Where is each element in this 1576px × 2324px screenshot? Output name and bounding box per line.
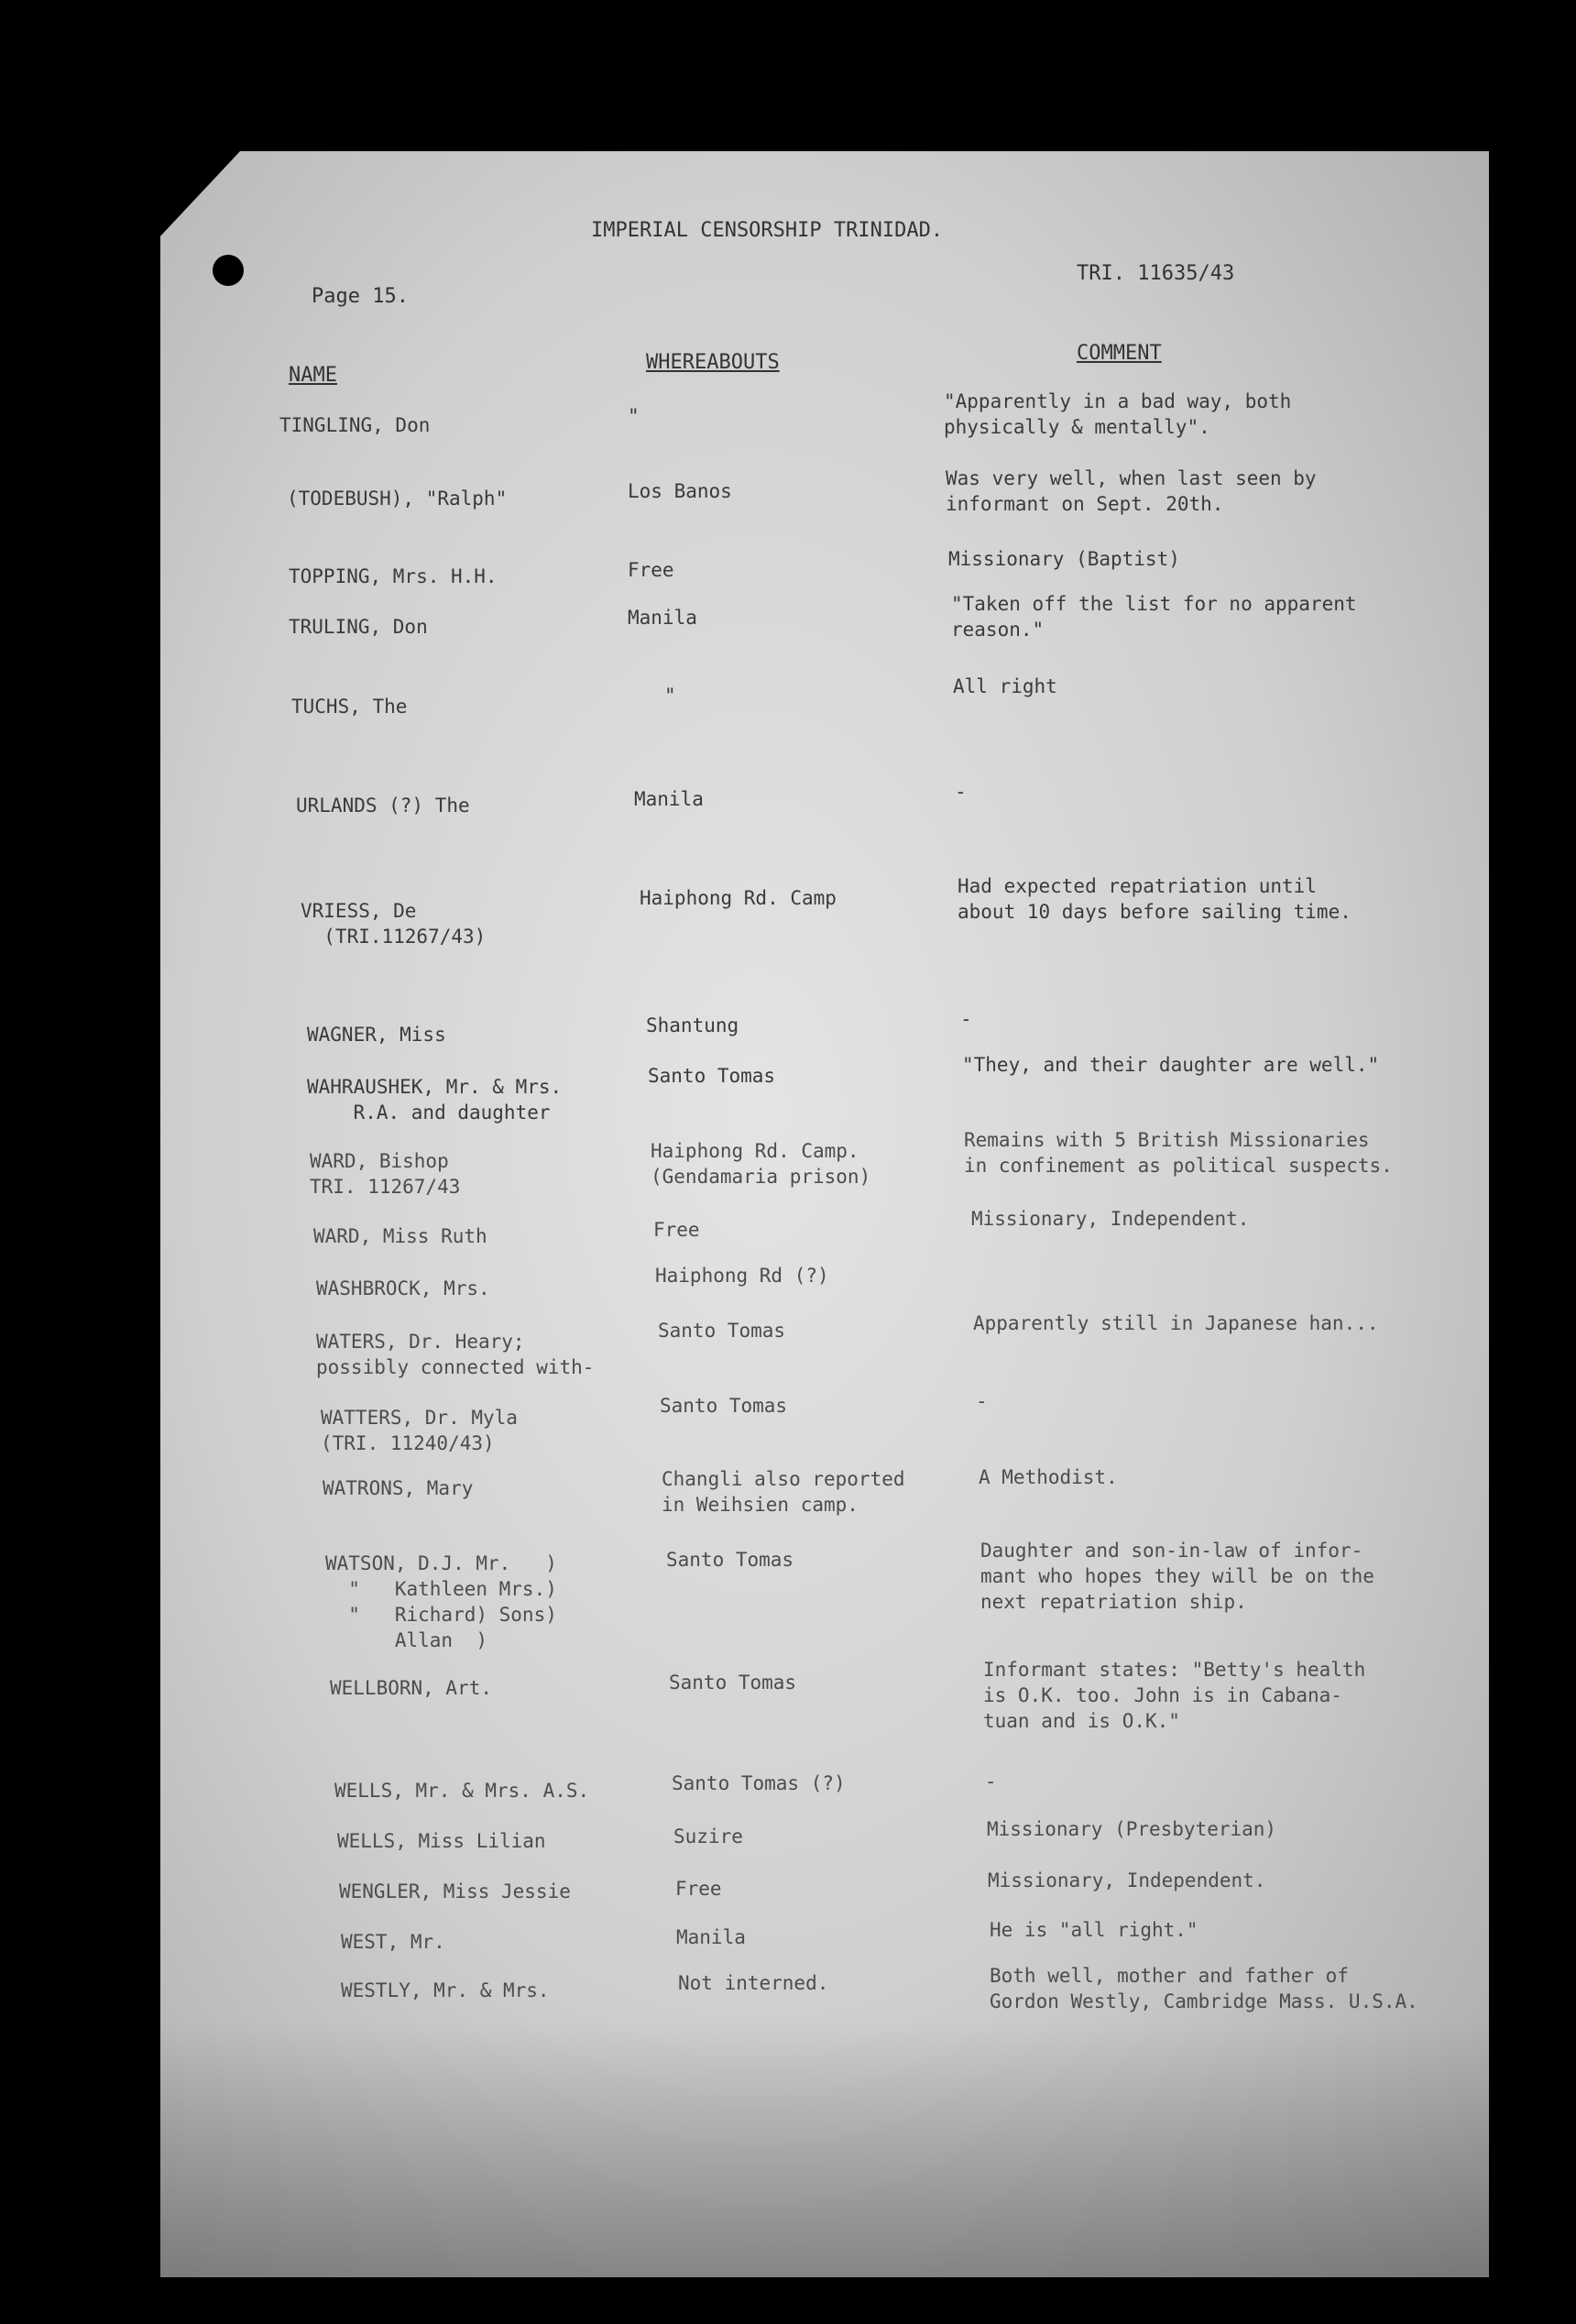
row-name: WATSON, D.J. Mr. ) " Kathleen Mrs.) " Richard) Sons) Allan ) <box>325 1552 557 1651</box>
row-comment: "They, and their daughter are well." <box>962 1054 1380 1076</box>
reference-number: TRI. 11635/43 <box>1077 262 1235 285</box>
row-whereabouts: Los Banos <box>628 480 732 502</box>
row-name: WELLS, Mr. & Mrs. A.S. <box>334 1780 590 1802</box>
row-whereabouts: Manila <box>628 607 697 629</box>
row-whereabouts: Santo Tomas <box>648 1065 776 1087</box>
row-name: WENGLER, Miss Jessie <box>339 1880 571 1902</box>
row-whereabouts: Free <box>653 1219 700 1241</box>
column-header-whereabouts: WHEREABOUTS <box>646 351 780 374</box>
punch-hole <box>213 255 244 286</box>
row-name: WATERS, Dr. Heary; possibly connected with- <box>316 1331 595 1378</box>
row-whereabouts: Haiphong Rd. Camp <box>640 887 837 909</box>
row-name: WATRONS, Mary <box>323 1477 474 1499</box>
column-header-comment: COMMENT <box>1077 342 1162 365</box>
row-comment: - <box>985 1770 997 1792</box>
row-whereabouts: Changli also reported in Weihsien camp. <box>662 1468 905 1516</box>
row-whereabouts: Free <box>675 1878 722 1900</box>
row-comment: Missionary, Independent. <box>971 1208 1250 1230</box>
row-whereabouts: Not interned. <box>678 1972 829 1994</box>
row-comment: All right <box>953 675 1057 697</box>
row-whereabouts: Santo Tomas (?) <box>672 1772 846 1794</box>
row-name: WATTERS, Dr. Myla (TRI. 11240/43) <box>321 1407 518 1454</box>
row-comment: Missionary, Independent. <box>988 1869 1266 1891</box>
row-name: WARD, Miss Ruth <box>313 1225 487 1247</box>
row-name: TRULING, Don <box>289 616 428 638</box>
row-whereabouts: Free <box>628 559 674 581</box>
row-name: WARD, Bishop TRI. 11267/43 <box>310 1150 461 1198</box>
page-number: Page 15. <box>312 285 409 308</box>
row-name: WELLS, Miss Lilian <box>337 1830 546 1852</box>
row-comment: Daughter and son-in-law of infor- mant who hopes they will be on the next repatriation ship. <box>980 1540 1374 1613</box>
document-title: IMPERIAL CENSORSHIP TRINIDAD. <box>591 219 944 242</box>
row-whereabouts: Santo Tomas <box>666 1549 794 1571</box>
column-header-name: NAME <box>289 364 337 387</box>
row-comment: Apparently still in Japanese han... <box>973 1312 1379 1334</box>
row-name: WASHBROCK, Mrs. <box>316 1277 490 1299</box>
row-comment: Missionary (Presbyterian) <box>987 1818 1277 1840</box>
row-comment: Both well, mother and father of Gordon Westly, Cambridge Mass. U.S.A. <box>990 1965 1418 2012</box>
row-whereabouts: Suzire <box>673 1825 743 1847</box>
row-name: WELLBORN, Art. <box>330 1677 493 1699</box>
row-whereabouts: " <box>628 405 640 427</box>
row-whereabouts: Santo Tomas <box>660 1395 788 1417</box>
row-name: TINGLING, Don <box>279 414 431 436</box>
row-whereabouts: Shantung <box>646 1014 739 1036</box>
row-comment: - <box>976 1390 988 1412</box>
row-comment: "Taken off the list for no apparent reason." <box>951 593 1357 641</box>
row-comment: He is "all right." <box>990 1919 1198 1941</box>
row-name: WAGNER, Miss <box>307 1024 446 1046</box>
row-comment: Informant states: "Betty's health is O.K. too. John is in Cabana- tuan and is O.K." <box>983 1659 1366 1732</box>
row-comment: Had expected repatriation until about 10 days before sailing time. <box>958 875 1352 923</box>
row-whereabouts: Haiphong Rd. Camp. (Gendamaria prison) <box>651 1140 871 1188</box>
row-comment: - <box>955 781 967 803</box>
row-comment: "Apparently in a bad way, both physically & mentally". <box>944 390 1292 438</box>
row-whereabouts: Santo Tomas <box>658 1320 786 1342</box>
row-comment: Was very well, when last seen by informant on Sept. 20th. <box>946 467 1317 515</box>
row-name: TOPPING, Mrs. H.H. <box>289 565 498 587</box>
row-name: WEST, Mr. <box>341 1931 445 1953</box>
row-comment: Missionary (Baptist) <box>948 548 1180 570</box>
row-name: VRIESS, De (TRI.11267/43) <box>301 900 487 948</box>
row-name: WESTLY, Mr. & Mrs. <box>341 1979 550 2001</box>
row-comment: Remains with 5 British Missionaries in confinement as political suspects. <box>964 1129 1393 1177</box>
row-whereabouts: " <box>664 685 676 707</box>
row-whereabouts: Manila <box>676 1926 746 1948</box>
row-name: URLANDS (?) The <box>296 795 470 817</box>
row-comment: - <box>960 1008 972 1030</box>
row-whereabouts: Santo Tomas <box>669 1672 797 1694</box>
row-whereabouts: Manila <box>634 788 704 810</box>
row-name: TUCHS, The <box>291 696 408 718</box>
row-name: (TODEBUSH), "Ralph" <box>287 488 508 510</box>
row-comment: A Methodist. <box>979 1466 1118 1488</box>
row-name: WAHRAUSHEK, Mr. & Mrs. R.A. and daughter <box>307 1076 563 1124</box>
row-whereabouts: Haiphong Rd (?) <box>655 1265 829 1287</box>
